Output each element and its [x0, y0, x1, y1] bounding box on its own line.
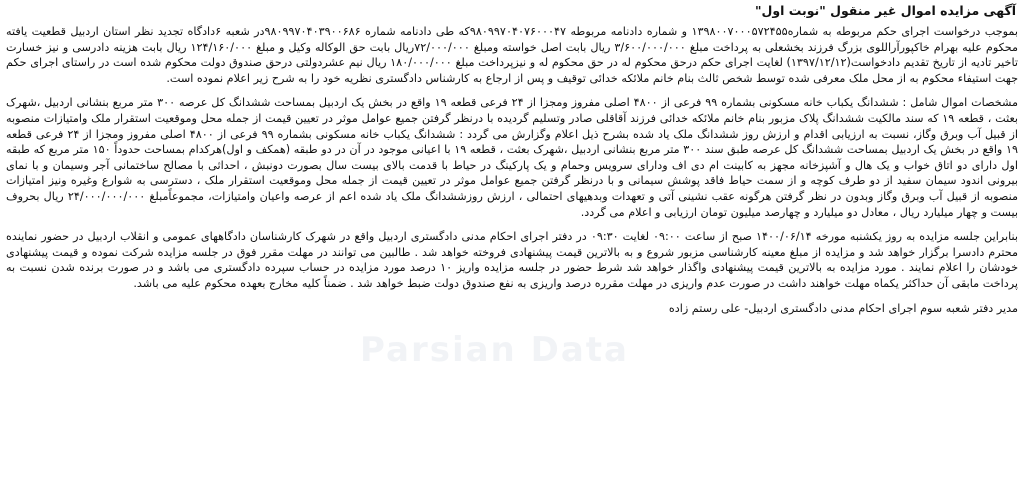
- auction-notice: [6, 2, 1018, 486]
- notice-paragraph-auction: بنابراین جلسه مزایده به روز یکشنبه مورخه ۱۴۰۰/۰۶/۱۴ صبح از ساعت ۰۹:۰۰ لغایت ۰۹:۳۰ در دفتر اجرای احکام مدنی دادگستری اردبیل واقع در شهرک کارشناسان دادگاههای عمومی و انقلاب اردبیل در حضور نماینده محترم دادسرا برگزار خواهد شد و مزایده از مبلغ معینه کارشناسی مزبور شروع و به بالاترین قیمت پیشنهادی فروخته خواهد شد . طالبین می توانند در مهلت مقرر فوق در جلسه مزایده شرکت نموده و قیمت پیشنهادی خودشان را اعلام نمایند . مورد مزایده به بالاترین قیمت پیشنهادی واگذار خواهد شد شرط حضور در جلسه مزایده واریز ۱۰ درصد مورد مزایده در حساب سپرده دادگستری می باشد و در صورت برنده شدن نسبت به پرداخت مابقی آن حداکثر یکماه مهلت خواهند داشت در صورت عدم واریزی در مهلت مقرره درصد واریزی به نفع صندوق دولت ضبط خواهد شد . ضمناً کلیه مخارج بعهده محکوم علیه می باشد.: [6, 230, 1018, 290]
- notice-paragraph-property: مشخصات اموال شامل : ششدانگ یکباب خانه مسکونی بشماره ۹۹ فرعی از ۴۸۰۰ اصلی مفروز ومجزا از ۲۴ فرعی قطعه ۱۹ واقع در بخش یک اردبیل بمساحت ششدانگ کل عرصه ۳۰۰ متر مربع بنشانی اردبیل ،شهرک بعثت ، قطعه ۱۹ که سند مالکیت ششدانگ پلاک مزبور بنام خانم ملائکه خدائی فرزند آقاقلی صادر وتسلیم گردیده با درنظر گرفتن جمیع عوامل موثر در تعیین قیمت از جمله محل وموقعیت استقرار ملک وامتیازات منصوبه از قبیل آب وبرق وگاز، نسبت به ارزیابی اقدام و ارزش روز ششدانگ ملک یاد شده بشرح ذیل اعلام وگزارش می گردد : ششدانگ یکباب خانه مسکونی بشماره ۹۹ فرعی از ۴۸۰۰ اصلی مفروز ومجزا از ۲۴ فرعی قطعه ۱۹ واقع در بخش یک اردبیل بمساحت ششدانگ کل عرصه طبق سند ۳۰۰ متر مربع بنشانی اردبیل ،شهرک بعثت ، قطعه ۱۹ با اعیانی موجود در آن در دو طبقه (همکف و اول)هرکدام بمساحت حدوداً ۱۵۰ متر مربع که طبقه اول دارای دو اتاق خواب و یک هال و آشپزخانه مجهز به کابینت ام دی اف ودارای سرویس وحمام و یک پارکینگ در حیاط با قدمت بالای بیست سال بصورت دونبش ، احداثی با مصالح ساختمانی آجر وسیمان و با نمای بیرونی اندود سیمان سفید از دو طرف کوچه و از سمت حیاط فاقد پوشش سیمانی و با درنظر گرفتن جمیع عوامل موثر در تعیین قیمت از جمله محل وموقعیت استقرار ملک ، دسترسی به شوارع وغیره ونیز امتیازات منصوبه از قبیل آب وبرق وگاز وبدون در نظر گرفتن هرگونه عقب نشینی آتی و تعهدات وبدهیهای احتمالی ، ارزش روزششدانگ ملک یاد شده اعم از عرصه واعیان وامتیازات، مجموعاًمبلغ ۲۴/۰۰۰/۰۰۰/۰۰۰ ریال بحروف بیست و چهار میلیارد ریال ، معادل دو میلیارد و چهارصد میلیون تومان ارزیابی و اعلام می گردد.: [6, 96, 1018, 219]
- watermark-logo: Parsian Data: [360, 330, 629, 370]
- notice-paragraph-judgment: بموجب درخواست اجرای حکم مربوطه به شماره۱۳۹۸۰۰۷۰۰۰۵۷۲۴۵۵ و شماره دادنامه مربوطه ۹۸۰۹۹۷۰۴۰۷۶۰۰۰۴۷که طی دادنامه شماره ۹۸۰۹۹۷۰۴۰۳۹۰۰۶۸۶در شعبه ۶دادگاه تجدید نظر استان اردبیل قطعیت یافته محکوم علیه بهرام خاکپورآراللوی بزرگ فرزند بخشعلی به پرداخت مبلغ ۳/۶۰۰/۰۰۰/۰۰۰ ریال بابت اصل خواسته ومبلغ ۷۲/۰۰۰/۰۰۰ریال بابت حق الوکاله وکیل و مبلغ ۱۲۴/۱۶۰/۰۰۰ ریال بابت هزینه دادرسی و نیز خسارت تاخیر تادیه از تاریخ تقدیم دادخواست(۱۳۹۷/۱۲/۱۲) لغایت اجرای حکم درحق محکوم له در حق محکوم له و نیزپرداخت مبلغ ۱۸۰/۰۰۰/۰۰۰ ریال نیم عشردولتی درحق صندوق دولت محکوم شده است در راستای اجرای حکم جهت استیفاء محکوم به از محل ملک معرفی شده توسط شخص ثالث بنام خانم ملائکه خدائی توقیف و پس از ارجاع به کارشناس دادگستری نظریه خود را به شرح زیر اعلام نموده است.: [6, 25, 1019, 85]
- notice-title: آگهی مزایده اموال غیر منقول "نوبت اول": [755, 3, 1016, 18]
- notice-signature: مدیر دفتر شعبه سوم اجرای احکام مدنی دادگستری اردبیل- علی رستم زاده: [668, 301, 1018, 315]
